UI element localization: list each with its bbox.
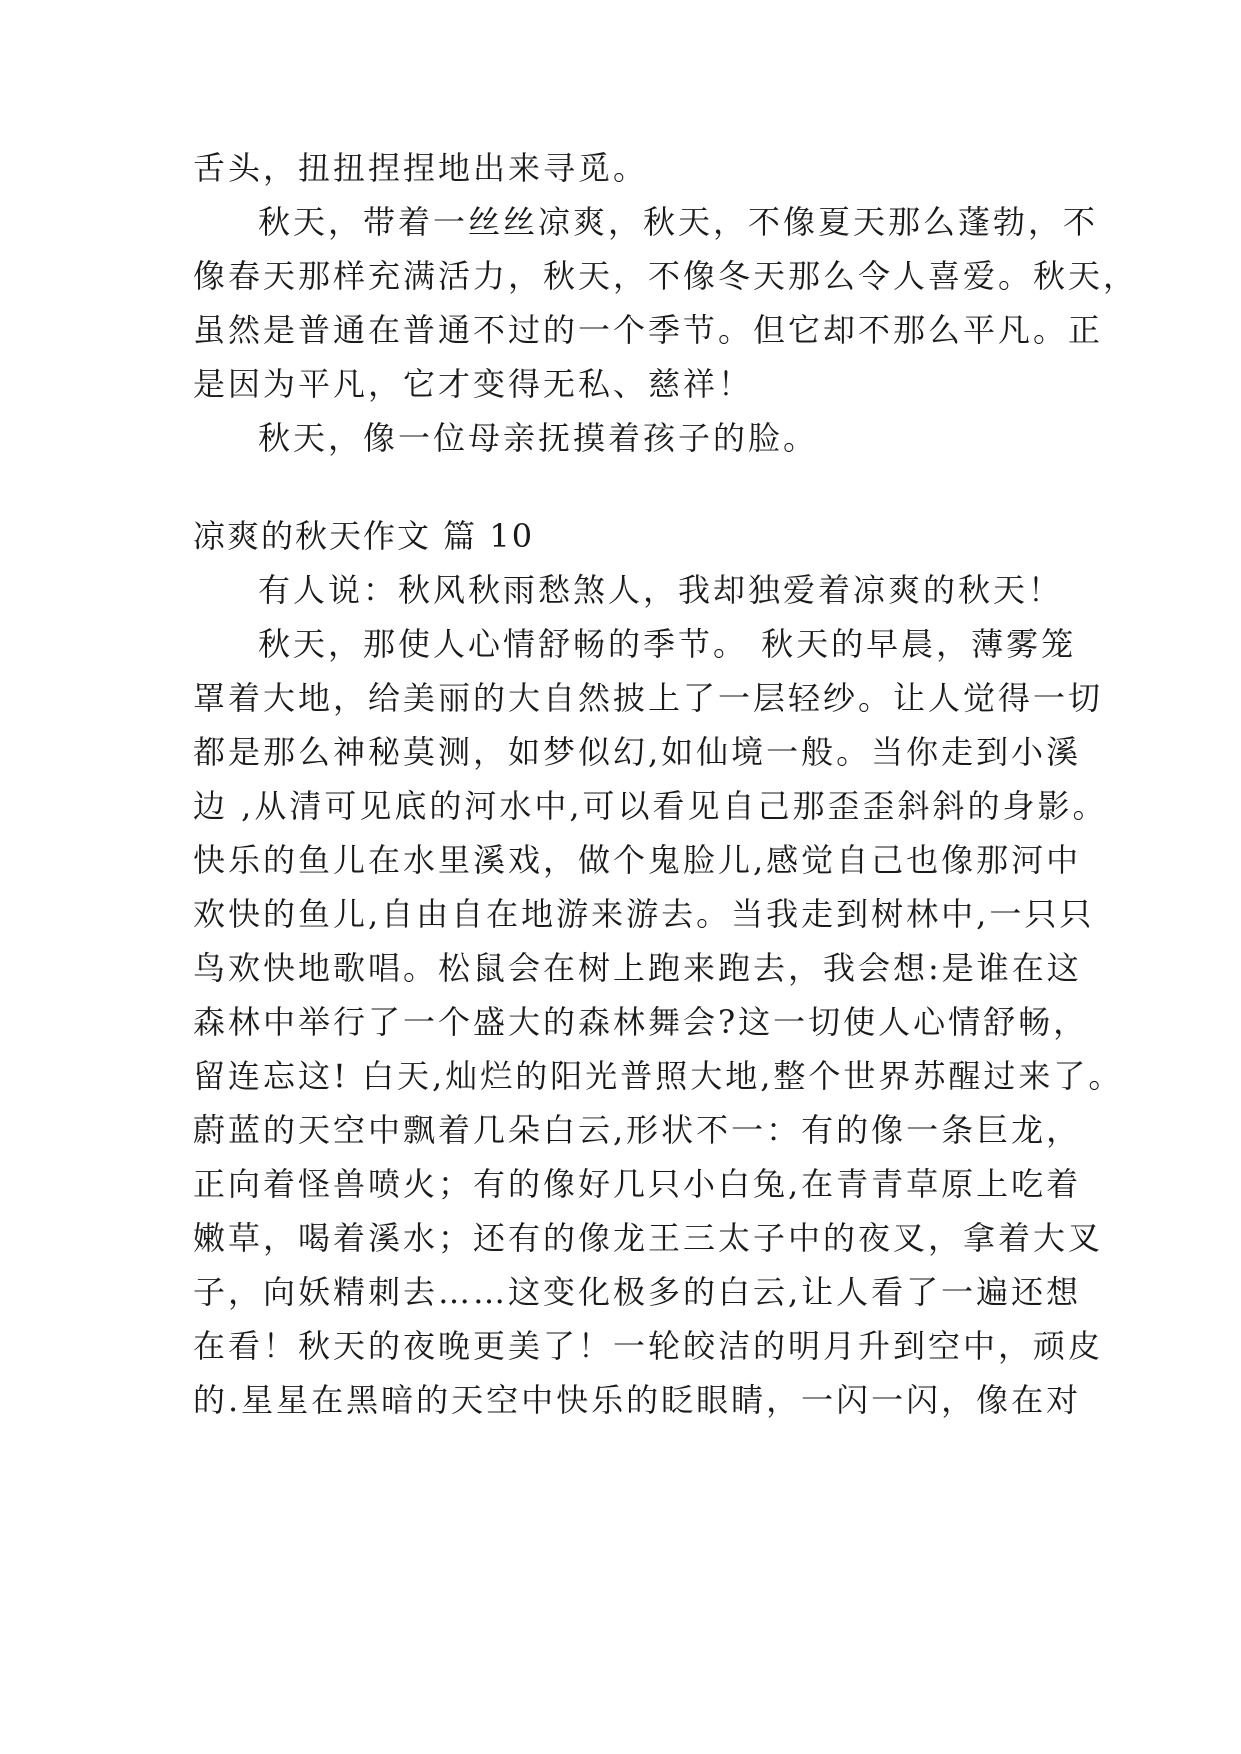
text-line: 像春天那样充满活力，秋天，不像冬天那么令人喜爱。秋天， [193,257,1139,295]
text-line: 快乐的鱼儿在水里溪戏，做个鬼脸儿,感觉自己也像那河中 [193,841,1082,879]
text-line: 虽然是普通在普通不过的一个季节。但它却不那么平凡。正 [193,311,1104,349]
text-line: 子，向妖精刺去……这变化极多的白云,让人看了一遍还想 [193,1273,1082,1311]
text-line: 欢快的鱼儿,自由自在地游来游去。当我走到树林中,一只只 [193,895,1095,933]
text-line: 有人说：秋风秋雨愁煞人，我却独爱着凉爽的秋天！ [258,571,1064,609]
text-line: 秋天，像一位母亲抚摸着孩子的脸。 [258,419,819,457]
text-line: 秋天，那使人心情舒畅的季节。 秋天的早晨，薄雾笼 [258,625,1077,663]
text-line: 正向着怪兽喷火；有的像好几只小白兔,在青青草原上吃着 [193,1165,1082,1203]
text-line: 在看！秋天的夜晚更美了！一轮皎洁的明月升到空中，顽皮 [193,1327,1104,1365]
text-line: 鸟欢快地歌唱。松鼠会在树上跑来跑去，我会想:是谁在这 [193,949,1082,987]
text-line: 都是那么神秘莫测，如梦似幻,如仙境一般。当你走到小溪 [193,733,1082,771]
text-line: 森林中举行了一个盛大的森林舞会?这一切使人心情舒畅， [193,1003,1089,1041]
text-line: 是因为平凡，它才变得无私、慈祥！ [193,365,754,403]
text-line: 的.星星在黑暗的天空中快乐的眨眼睛，一闪一闪，像在对 [193,1381,1082,1419]
text-line: 边 ,从清可见底的河水中,可以看见自己那歪歪斜斜的身影。 [193,787,1108,825]
text-line: 蔚蓝的天空中飘着几朵白云,形状不一：有的像一条巨龙， [193,1111,1082,1149]
text-line: 嫩草，喝着溪水；还有的像龙王三太子中的夜叉，拿着大叉 [193,1219,1104,1257]
section-heading: 凉爽的秋天作文 篇 10 [193,517,535,555]
text-line: 罩着大地，给美丽的大自然披上了一层轻纱。让人觉得一切 [193,679,1104,717]
text-line: 秋天，带着一丝丝凉爽，秋天，不像夏天那么蓬勃，不 [258,203,1099,241]
text-line: 留连忘这! 白天,灿烂的阳光普照大地,整个世界苏醒过来了。 [193,1057,1124,1095]
text-line: 舌头，扭扭捏捏地出来寻觅。 [193,149,649,187]
